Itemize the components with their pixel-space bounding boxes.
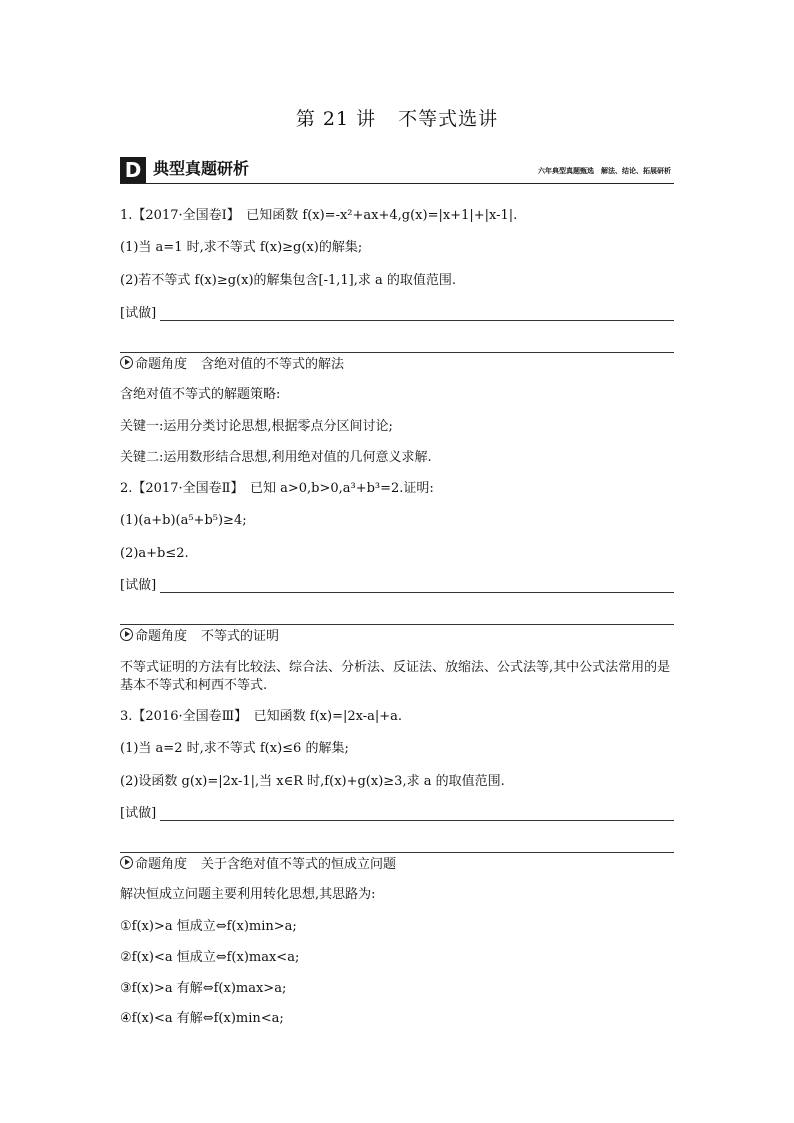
- section-badge: D: [120, 157, 146, 183]
- play-circle-icon: [120, 356, 133, 369]
- problem-1-part-1: (1)当 a=1 时,求不等式 f(x)≥g(x)的解集;: [120, 240, 363, 255]
- problem-3-answer-line[interactable]: [160, 820, 674, 821]
- criterion-3: ③f(x)>a 有解⇔f(x)max>a;: [120, 981, 287, 996]
- problem-3-part-1: (1)当 a=2 时,求不等式 f(x)≤6 的解集;: [120, 741, 349, 756]
- problem-2-answer-line[interactable]: [160, 592, 674, 593]
- criterion-2: ②f(x)<a 恒成立⇔f(x)max<a;: [120, 950, 300, 965]
- problem-1-answer-line[interactable]: [160, 320, 674, 321]
- problem-1-note-3: 关键二:运用数形结合思想,利用绝对值的几何意义求解.: [120, 450, 432, 465]
- problem-3-try-label: [试做]: [120, 806, 157, 821]
- problem-2-note-1: 不等式证明的方法有比较法、综合法、分析法、反证法、放缩法、公式法等,其中公式法常用的是基本不等式和柯西不等式.: [120, 660, 671, 693]
- problem-2-part-2: (2)a+b≤2.: [120, 546, 189, 561]
- play-circle-icon: [120, 856, 133, 869]
- problem-1-try-label: [试做]: [120, 306, 157, 321]
- problem-2-intro: 2.【2017·全国卷Ⅱ】 已知 a>0,b>0,a³+b³=2.证明:: [120, 481, 434, 496]
- problem-2-angle: 命题角度 不等式的证明: [120, 628, 279, 646]
- problem-2-part-1: (1)(a+b)(a⁵+b⁵)≥4;: [120, 513, 247, 528]
- problem-1-note-1: 含绝对值不等式的解题策略:: [120, 387, 281, 402]
- page-title: 第 21 讲 不等式选讲: [295, 108, 499, 130]
- problem-3-note-1: 解决恒成立问题主要利用转化思想,其思路为:: [120, 887, 376, 902]
- criterion-1: ①f(x)>a 恒成立⇔f(x)min>a;: [120, 919, 297, 934]
- header-divider: [120, 183, 674, 184]
- problem-1-answer-line-2[interactable]: [120, 352, 674, 353]
- problem-1-note-2: 关键一:运用分类讨论思想,根据零点分区间讨论;: [120, 419, 393, 434]
- problem-2-try-label: [试做]: [120, 578, 157, 593]
- problem-1-part-2: (2)若不等式 f(x)≥g(x)的解集包含[-1,1],求 a 的取值范围.: [120, 273, 457, 288]
- problem-1-angle: 命题角度 含绝对值的不等式的解法: [120, 356, 344, 374]
- problem-3-angle: 命题角度 关于含绝对值不等式的恒成立问题: [120, 856, 396, 874]
- section-title: 典型真题研析: [153, 159, 250, 178]
- problem-3-part-2: (2)设函数 g(x)=|2x-1|,当 x∈R 时,f(x)+g(x)≥3,求 a 的取值范围.: [120, 774, 505, 789]
- problem-3-intro: 3.【2016·全国卷Ⅲ】 已知函数 f(x)=|2x-a|+a.: [120, 709, 403, 724]
- section-subtitle: 六年典型真题甄选 解法、结论、拓展研析: [538, 167, 671, 175]
- problem-1-intro: 1.【2017·全国卷Ⅰ】 已知函数 f(x)=-x²+ax+4,g(x)=|x+1|+|x-1|.: [120, 208, 518, 223]
- play-circle-icon: [120, 628, 133, 641]
- problem-2-answer-line-2[interactable]: [120, 624, 674, 625]
- criterion-4: ④f(x)<a 有解⇔f(x)min<a;: [120, 1011, 284, 1026]
- problem-3-answer-line-2[interactable]: [120, 852, 674, 853]
